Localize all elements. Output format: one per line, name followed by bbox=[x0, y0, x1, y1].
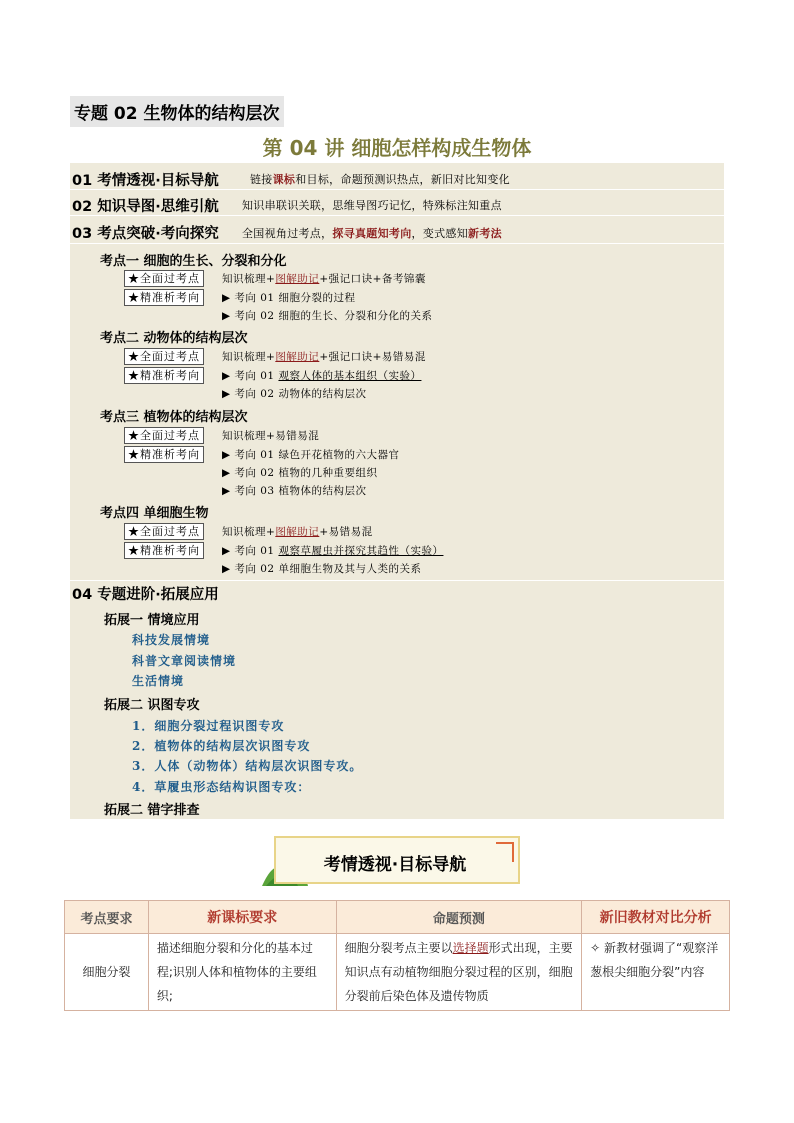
table-cell: 细胞分裂考点主要以选择题形式出现，主要知识点有动植物细胞分裂过程的区别，细胞分裂前后染色体及遗传物质 bbox=[336, 934, 582, 1011]
table-of-contents bbox=[70, 163, 724, 819]
keypoint-2-review: 知识梳理+图解助记+强记口诀+易错易混 bbox=[222, 351, 426, 363]
divider bbox=[70, 580, 724, 581]
table-cell: 细胞分裂 bbox=[65, 934, 149, 1011]
column-header: 命题预测 bbox=[336, 901, 582, 934]
tag-precise-analysis: ★精准析考向 bbox=[124, 367, 204, 384]
extension-2-item: 3．人体（动物体）结构层次识图专攻。 bbox=[132, 759, 363, 773]
keypoint-3-direction-1: ▶ 考向 01 绿色开花植物的六大器官 bbox=[222, 449, 400, 461]
section-3-desc: 全国视角过考点，探寻真题知考向，变式感知新考法 bbox=[242, 227, 502, 240]
table-header-row bbox=[65, 901, 730, 934]
tag-full-review: ★全面过考点 bbox=[124, 270, 204, 287]
keypoint-2-direction-1: ▶ 考向 01 观察人体的基本组织（实验） bbox=[222, 370, 422, 382]
extension-2-item: 1．细胞分裂过程识图专攻 bbox=[132, 719, 285, 733]
keypoint-4-review: 知识梳理+图解助记+易错易混 bbox=[222, 526, 373, 538]
section-3-title: 03 考点突破·考向探究 bbox=[72, 226, 219, 242]
column-header: 考点要求 bbox=[65, 901, 149, 934]
keypoint-4-direction-1: ▶ 考向 01 观察草履虫并探究其趋性（实验） bbox=[222, 545, 444, 557]
keypoint-1-direction-2: ▶ 考向 02 细胞的生长、分裂和分化的关系 bbox=[222, 310, 433, 322]
tag-full-review: ★全面过考点 bbox=[124, 348, 204, 365]
divider bbox=[70, 243, 724, 244]
extension-2-item: 2．植物体的结构层次识图专攻 bbox=[132, 739, 311, 753]
extension-1-item: 科普文章阅读情境 bbox=[132, 654, 237, 668]
divider bbox=[70, 189, 724, 190]
table-row bbox=[65, 934, 730, 1011]
banner-accent bbox=[512, 842, 514, 862]
extension-2-title: 拓展二 识图专攻 bbox=[104, 698, 200, 713]
table-cell: ✧ 新教材强调了“观察洋葱根尖细胞分裂”内容 bbox=[582, 934, 730, 1011]
tag-precise-analysis: ★精准析考向 bbox=[124, 542, 204, 559]
keypoint-3-direction-2: ▶ 考向 02 植物的几种重要组织 bbox=[222, 467, 378, 479]
section-banner bbox=[268, 834, 522, 886]
extension-1-title: 拓展一 情境应用 bbox=[104, 613, 200, 628]
requirements-table bbox=[64, 900, 730, 1011]
section-1-desc: 链接课标和目标，命题预测识热点，新旧对比知变化 bbox=[250, 173, 510, 186]
extension-1-item: 生活情境 bbox=[132, 674, 185, 688]
keypoint-3-title: 考点三 植物体的结构层次 bbox=[100, 410, 248, 425]
banner-label: 考情透视·目标导航 bbox=[323, 855, 467, 875]
tag-precise-analysis: ★精准析考向 bbox=[124, 446, 204, 463]
extension-3-title: 拓展二 错字排查 bbox=[104, 803, 200, 818]
extension-2-item: 4．草履虫形态结构识图专攻： bbox=[132, 780, 311, 794]
section-2-title: 02 知识导图·思维引航 bbox=[72, 199, 219, 215]
tag-full-review: ★全面过考点 bbox=[124, 523, 204, 540]
keypoint-1-direction-1: ▶ 考向 01 细胞分裂的过程 bbox=[222, 292, 356, 304]
keypoint-1-review: 知识梳理+图解助记+强记口诀+备考锦囊 bbox=[222, 273, 426, 285]
tag-precise-analysis: ★精准析考向 bbox=[124, 289, 204, 306]
column-header: 新旧教材对比分析 bbox=[582, 901, 730, 934]
keypoint-3-review: 知识梳理+易错易混 bbox=[222, 430, 320, 442]
tag-full-review: ★全面过考点 bbox=[124, 427, 204, 444]
lesson-title: 第 04 讲 细胞怎样构成生物体 bbox=[262, 136, 532, 160]
table-cell: 描述细胞分裂和分化的基本过程;识别人体和植物体的主要组织; bbox=[148, 934, 336, 1011]
keypoint-4-title: 考点四 单细胞生物 bbox=[100, 506, 209, 521]
section-2-desc: 知识串联识关联，思维导图巧记忆，特殊标注知重点 bbox=[242, 199, 502, 212]
keypoint-2-title: 考点二 动物体的结构层次 bbox=[100, 331, 248, 346]
extension-1-item: 科技发展情境 bbox=[132, 633, 211, 647]
keypoint-2-direction-2: ▶ 考向 02 动物体的结构层次 bbox=[222, 388, 367, 400]
keypoint-4-direction-2: ▶ 考向 02 单细胞生物及其与人类的关系 bbox=[222, 563, 422, 575]
column-header: 新课标要求 bbox=[148, 901, 336, 934]
banner-accent bbox=[496, 842, 514, 844]
keypoint-1-title: 考点一 细胞的生长、分裂和分化 bbox=[100, 254, 287, 269]
section-1-title: 01 考情透视·目标导航 bbox=[72, 173, 219, 189]
divider bbox=[70, 215, 724, 216]
keypoint-3-direction-3: ▶ 考向 03 植物体的结构层次 bbox=[222, 485, 367, 497]
section-4-title: 04 专题进阶·拓展应用 bbox=[72, 587, 219, 603]
topic-header: 专题 02 生物体的结构层次 bbox=[70, 96, 284, 127]
